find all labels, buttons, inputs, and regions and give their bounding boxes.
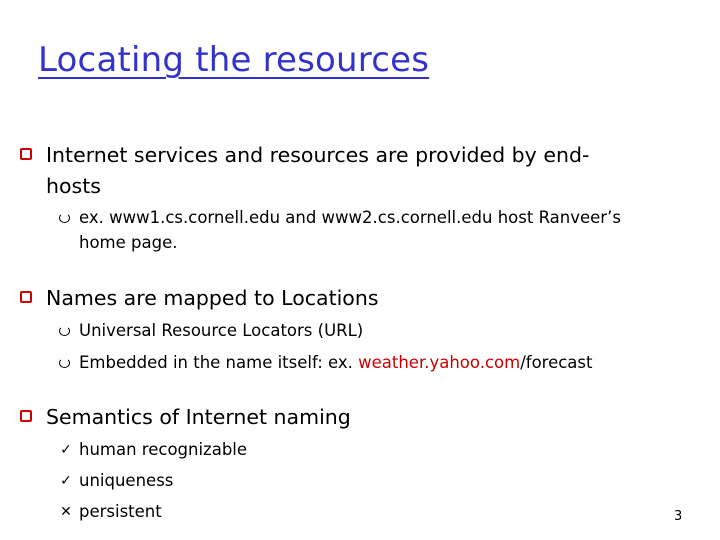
checkmark-icon: ✓ [60, 442, 72, 458]
square-bullet-icon [20, 148, 32, 160]
open-circle-bullet-icon [59, 213, 70, 223]
sub-bullet-2-1-text: Universal Resource Locators (URL) [79, 321, 364, 340]
sub-bullet-2-2-prefix: Embedded in the name itself: ex. [79, 353, 359, 372]
square-bullet-icon [20, 291, 32, 303]
cross-icon: ✕ [60, 504, 72, 520]
page-number: 3 [674, 509, 683, 524]
bullet-1-text-line2: hosts [46, 174, 101, 198]
square-bullet-icon [20, 410, 32, 422]
url-path: /forecast [520, 353, 593, 372]
sub-bullet-3-2-text: uniqueness [79, 471, 174, 490]
sub-bullet-1-1-line1: ex. www1.cs.cornell.edu and www2.cs.cornell.edu host Ranveer’s [79, 208, 621, 227]
sub-bullet-3-1-text: human recognizable [79, 440, 248, 459]
sub-bullet-1-1-line2: home page. [79, 233, 178, 252]
open-circle-bullet-icon [59, 358, 70, 368]
open-circle-bullet-icon [59, 326, 70, 336]
url-host-highlight: weather.yahoo.com [358, 353, 521, 372]
sub-bullet-3-3-text: persistent [79, 502, 162, 521]
sub-bullet-2-2-text [79, 352, 593, 374]
slide-title: Locating the resources [38, 40, 430, 80]
bullet-2-text: Names are mapped to Locations [46, 286, 379, 310]
bullet-3-text: Semantics of Internet naming [46, 405, 351, 429]
checkmark-icon: ✓ [60, 473, 72, 489]
bullet-1-text-line1: Internet services and resources are provided by end- [46, 143, 590, 167]
